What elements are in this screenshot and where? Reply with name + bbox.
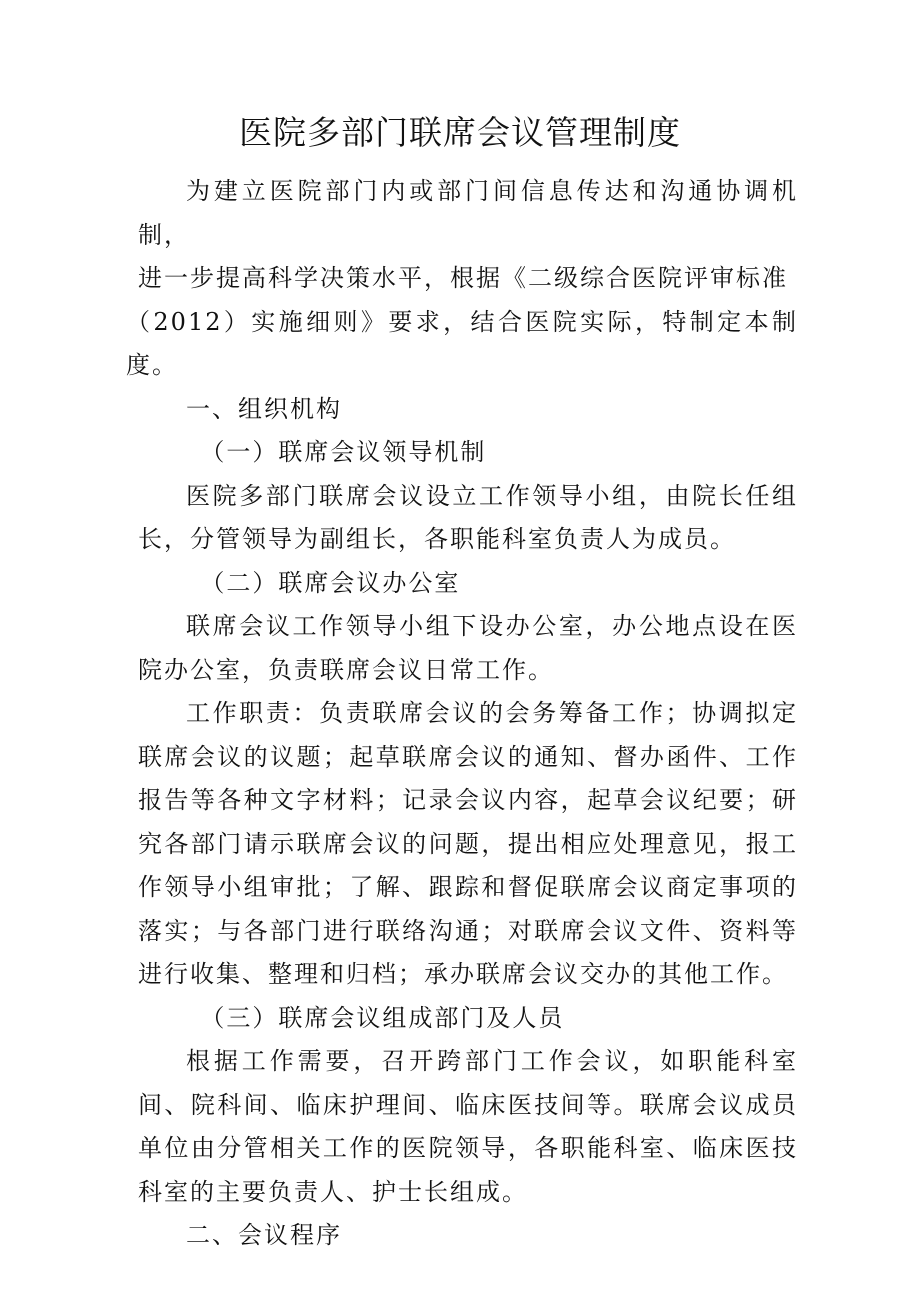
subsection-2-body: 联席会议工作领导小组下设办公室，办公地点设在医院办公室，负责联席会议日常工作。 [138,612,798,684]
intro-line-3: （2012）实施细则》要求，结合医院实际，特制定本制度。 [126,307,798,379]
document-title: 医院多部门联席会议管理制度 [239,113,681,152]
subsection-3-heading: （三）联席会议组成部门及人员 [200,1003,565,1032]
subsection-2-heading: （二）联席会议办公室 [200,568,461,597]
section-2-heading: 二、会议程序 [186,1221,342,1249]
intro-line-1: 为建立医院部门内或部门间信息传达和沟通协调机制， [138,177,798,249]
subsection-2-duties: 工作职责：负责联席会议的会务筹备工作；协调拟定联席会议的议题；起草联席会议的通知、督办函件、工作报告等各种文字材料；记录会议内容，起草会议纪要；研究各部门请示联席会议的问题，提出相应处理意见，报工作领导小组审批；了解、跟踪和督促联席会议商定事项的落实；与各部门进行联络沟通；对联席会议文件、资料等进行收集、整理和归档；承办联席会议交办的其他工作。 [138,699,798,988]
subsection-3-body: 根据工作需要，召开跨部门工作会议，如职能科室间、院科间、临床护理间、临床医技间等。联席会议成员单位由分管相关工作的医院领导，各职能科室、临床医技科室的主要负责人、护士长组成。 [138,1047,798,1206]
section-1-heading: 一、组织机构 [186,394,342,423]
subsection-1-heading: （一）联席会议领导机制 [200,438,487,466]
intro-line-2: 进一步提高科学决策水平，根据《二级综合医院评审标准 [138,264,788,292]
subsection-1-body: 医院多部门联席会议设立工作领导小组，由院长任组长，分管领导为副组长，各职能科室负责人为成员。 [138,481,798,553]
document-body [126,170,798,1258]
